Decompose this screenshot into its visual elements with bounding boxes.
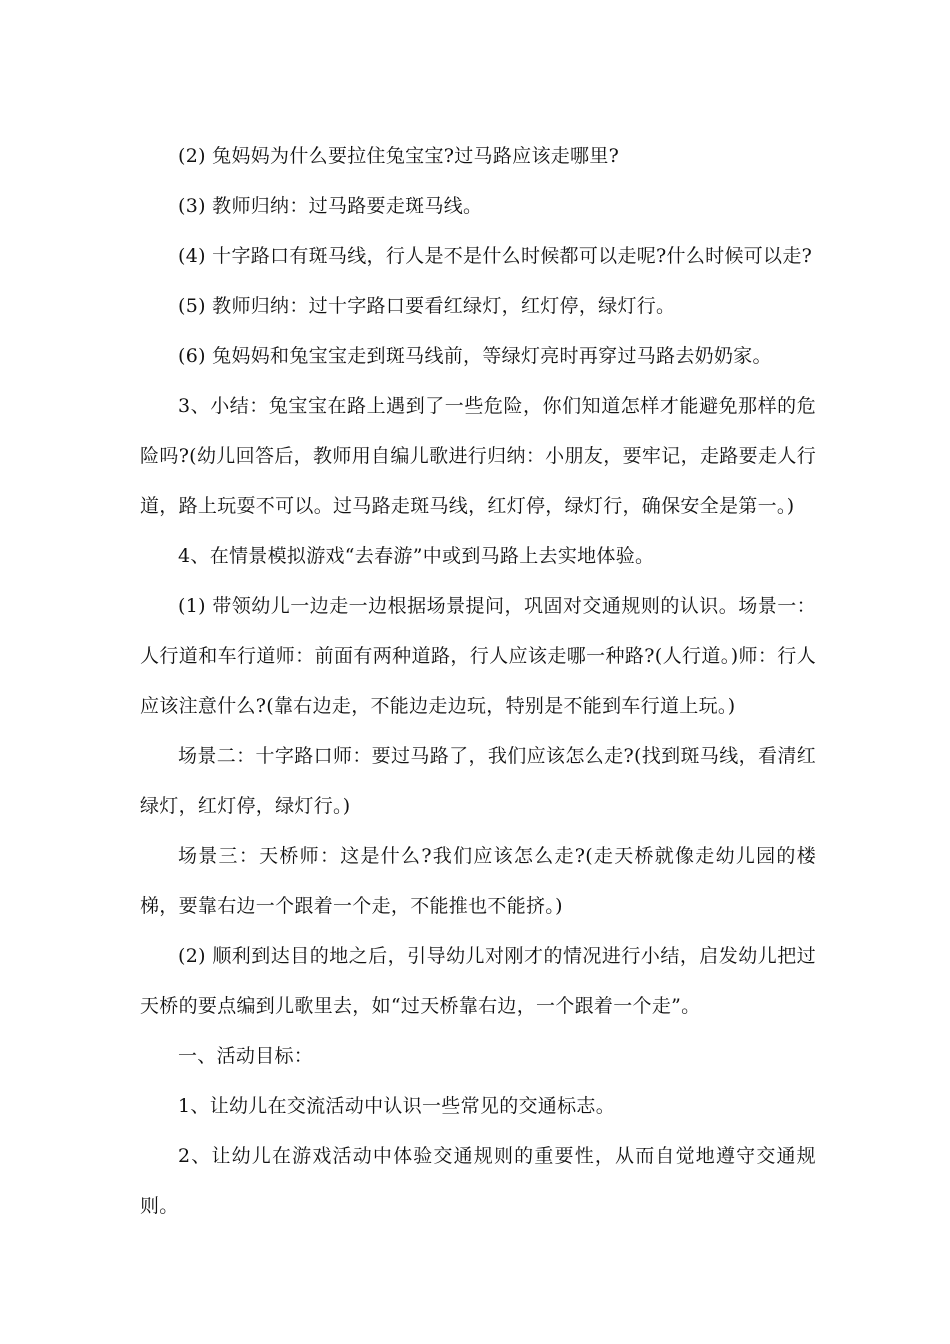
paragraph: (1) 带领幼儿一边走一边根据场景提问，巩固对交通规则的认识。场景一：人行道和车行道师：前面有两种道路，行人应该走哪一种路?(人行道。)师：行人应该注意什么?(靠右边走，不能边走边玩，特别是不能到车行道上玩。)	[140, 595, 816, 717]
paragraph: 4、在情景模拟游戏“去春游”中或到马路上去实地体验。	[178, 545, 655, 567]
paragraph: 场景三：天桥师：这是什么?我们应该怎么走?(走天桥就像走幼儿园的楼梯，要靠右边一个跟着一个走，不能推也不能挤。)	[140, 845, 816, 917]
paragraph: (4) 十字路口有斑马线，行人是不是什么时候都可以走呢?什么时候可以走?	[178, 245, 813, 267]
paragraph: (3) 教师归纳：过马路要走斑马线。	[178, 195, 483, 217]
paragraph: 2、让幼儿在游戏活动中体验交通规则的重要性，从而自觉地遵守交通规则。	[140, 1145, 816, 1217]
paragraph: 1、让幼儿在交流活动中认识一些常见的交通标志。	[178, 1095, 615, 1117]
paragraph: (2) 顺利到达目的地之后，引导幼儿对刚才的情况进行小结，启发幼儿把过天桥的要点编到儿歌里去，如“过天桥靠右边，一个跟着一个走”。	[140, 945, 816, 1017]
paragraph: (6) 兔妈妈和兔宝宝走到斑马线前，等绿灯亮时再穿过马路去奶奶家。	[178, 345, 772, 367]
paragraph: (2) 兔妈妈为什么要拉住兔宝宝?过马路应该走哪里?	[178, 145, 620, 167]
section-heading: 一、活动目标：	[178, 1045, 314, 1067]
paragraph: 3、小结：兔宝宝在路上遇到了一些危险，你们知道怎样才能避免那样的危险吗?(幼儿回答后，教师用自编儿歌进行归纳：小朋友，要牢记，走路要走人行道，路上玩耍不可以。过马路走斑马线，红灯停，绿灯行，确保安全是第一。)	[140, 395, 816, 517]
paragraph: (5) 教师归纳：过十字路口要看红绿灯，红灯停，绿灯行。	[178, 295, 676, 317]
document-body	[140, 131, 816, 1231]
paragraph: 场景二：十字路口师：要过马路了，我们应该怎么走?(找到斑马线，看清红绿灯，红灯停，绿灯行。)	[140, 745, 816, 817]
